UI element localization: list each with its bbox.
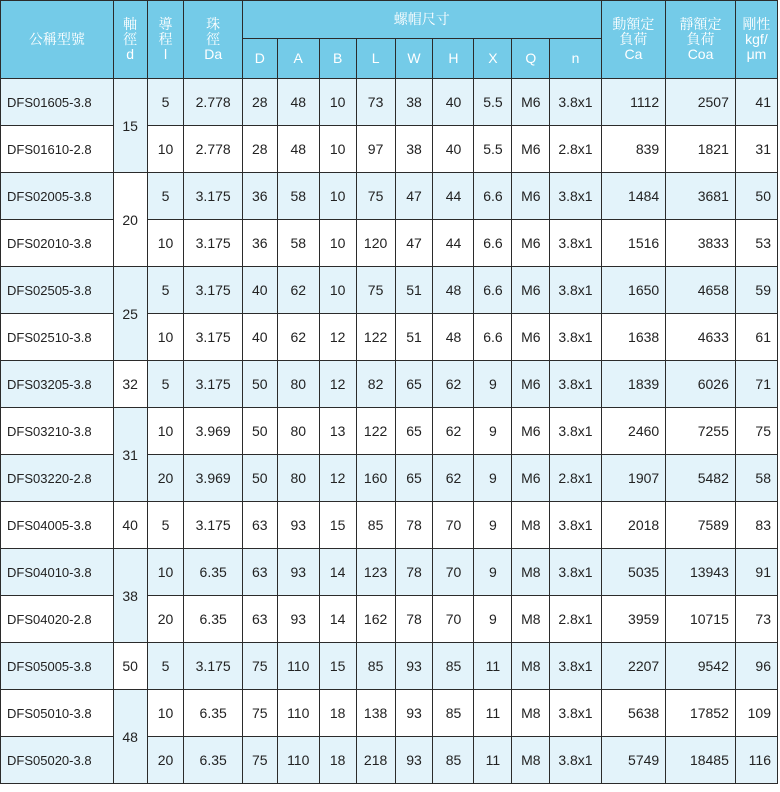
cell-h: 70 [433, 502, 474, 549]
cell-ball: 2.778 [184, 126, 242, 173]
cell-shaft-diameter: 50 [113, 643, 147, 690]
cell-b: 10 [319, 126, 356, 173]
cell-model: DFS03210-3.8 [1, 408, 114, 455]
cell-lead: 5 [147, 267, 184, 314]
cell-d: 50 [242, 408, 277, 455]
cell-lead: 5 [147, 361, 184, 408]
table-row [1, 267, 778, 314]
header-ball-diameter: 珠 徑 Da [184, 1, 242, 79]
cell-stiff: 41 [735, 79, 777, 126]
cell-x: 5.5 [474, 79, 512, 126]
cell-stiff: 61 [735, 314, 777, 361]
cell-stiff: 91 [735, 549, 777, 596]
cell-ca: 3959 [601, 596, 666, 643]
cell-model: DFS04020-2.8 [1, 596, 114, 643]
cell-coa: 3681 [666, 173, 736, 220]
cell-l: 120 [356, 220, 395, 267]
cell-ca: 2207 [601, 643, 666, 690]
cell-h: 85 [433, 643, 474, 690]
cell-q: M6 [512, 455, 550, 502]
cell-w: 51 [395, 267, 433, 314]
cell-coa: 9542 [666, 643, 736, 690]
cell-l: 85 [356, 643, 395, 690]
cell-a: 93 [277, 549, 319, 596]
cell-shaft-diameter: 31 [113, 408, 147, 502]
cell-ca: 839 [601, 126, 666, 173]
cell-b: 15 [319, 502, 356, 549]
cell-n: 3.8x1 [550, 549, 601, 596]
cell-lead: 10 [147, 126, 184, 173]
cell-a: 93 [277, 502, 319, 549]
cell-stiff: 50 [735, 173, 777, 220]
cell-x: 9 [474, 455, 512, 502]
table-row [1, 408, 778, 455]
cell-coa: 4633 [666, 314, 736, 361]
cell-coa: 13943 [666, 549, 736, 596]
cell-n: 3.8x1 [550, 643, 601, 690]
cell-coa: 2507 [666, 79, 736, 126]
cell-ca: 5638 [601, 690, 666, 737]
cell-l: 122 [356, 314, 395, 361]
cell-q: M6 [512, 408, 550, 455]
cell-ball: 6.35 [184, 690, 242, 737]
cell-shaft-diameter: 40 [113, 502, 147, 549]
cell-ca: 2018 [601, 502, 666, 549]
cell-d: 40 [242, 267, 277, 314]
cell-a: 80 [277, 455, 319, 502]
cell-b: 12 [319, 455, 356, 502]
cell-lead: 20 [147, 737, 184, 784]
table-row [1, 690, 778, 737]
cell-ca: 1516 [601, 220, 666, 267]
cell-ca: 1650 [601, 267, 666, 314]
header-col-D: D [242, 39, 277, 79]
cell-d: 63 [242, 549, 277, 596]
cell-l: 82 [356, 361, 395, 408]
cell-d: 63 [242, 596, 277, 643]
cell-d: 28 [242, 79, 277, 126]
cell-stiff: 96 [735, 643, 777, 690]
cell-shaft-diameter: 25 [113, 267, 147, 361]
cell-n: 3.8x1 [550, 737, 601, 784]
header-shaft-diameter: 軸 徑 d [113, 1, 147, 79]
cell-x: 6.6 [474, 220, 512, 267]
cell-lead: 10 [147, 549, 184, 596]
cell-a: 110 [277, 690, 319, 737]
header-col-L: L [356, 39, 395, 79]
cell-w: 78 [395, 549, 433, 596]
cell-h: 62 [433, 455, 474, 502]
cell-h: 40 [433, 79, 474, 126]
cell-d: 75 [242, 690, 277, 737]
cell-coa: 1821 [666, 126, 736, 173]
cell-model: DFS04005-3.8 [1, 502, 114, 549]
cell-coa: 18485 [666, 737, 736, 784]
cell-q: M8 [512, 643, 550, 690]
cell-n: 2.8x1 [550, 455, 601, 502]
cell-a: 62 [277, 314, 319, 361]
cell-shaft-diameter: 15 [113, 79, 147, 173]
cell-coa: 6026 [666, 361, 736, 408]
cell-model: DFS02510-3.8 [1, 314, 114, 361]
table-row [1, 79, 778, 126]
cell-ca: 1638 [601, 314, 666, 361]
cell-b: 10 [319, 267, 356, 314]
cell-model: DFS02005-3.8 [1, 173, 114, 220]
cell-coa: 7255 [666, 408, 736, 455]
cell-l: 75 [356, 267, 395, 314]
cell-l: 75 [356, 173, 395, 220]
cell-stiff: 75 [735, 408, 777, 455]
cell-w: 38 [395, 126, 433, 173]
cell-stiff: 109 [735, 690, 777, 737]
header-col-X: X [474, 39, 512, 79]
cell-stiff: 116 [735, 737, 777, 784]
cell-n: 3.8x1 [550, 408, 601, 455]
cell-x: 9 [474, 361, 512, 408]
cell-w: 65 [395, 455, 433, 502]
cell-model: DFS01610-2.8 [1, 126, 114, 173]
cell-n: 3.8x1 [550, 79, 601, 126]
cell-w: 78 [395, 596, 433, 643]
cell-b: 18 [319, 737, 356, 784]
cell-q: M6 [512, 173, 550, 220]
cell-coa: 7589 [666, 502, 736, 549]
cell-n: 3.8x1 [550, 314, 601, 361]
cell-a: 58 [277, 173, 319, 220]
cell-q: M8 [512, 549, 550, 596]
cell-model: DFS03205-3.8 [1, 361, 114, 408]
header-col-H: H [433, 39, 474, 79]
cell-ca: 1907 [601, 455, 666, 502]
cell-x: 6.6 [474, 314, 512, 361]
table-row [1, 361, 778, 408]
cell-ball: 6.35 [184, 549, 242, 596]
cell-w: 65 [395, 361, 433, 408]
cell-ca: 1112 [601, 79, 666, 126]
cell-n: 3.8x1 [550, 361, 601, 408]
cell-stiff: 71 [735, 361, 777, 408]
cell-w: 65 [395, 408, 433, 455]
cell-h: 44 [433, 220, 474, 267]
cell-w: 38 [395, 79, 433, 126]
table-row [1, 173, 778, 220]
cell-shaft-diameter: 20 [113, 173, 147, 267]
cell-h: 70 [433, 549, 474, 596]
cell-n: 3.8x1 [550, 502, 601, 549]
cell-ball: 3.175 [184, 220, 242, 267]
cell-coa: 4658 [666, 267, 736, 314]
cell-shaft-diameter: 38 [113, 549, 147, 643]
cell-l: 123 [356, 549, 395, 596]
cell-l: 97 [356, 126, 395, 173]
cell-a: 48 [277, 79, 319, 126]
cell-l: 218 [356, 737, 395, 784]
header-col-B: B [319, 39, 356, 79]
cell-l: 85 [356, 502, 395, 549]
cell-q: M6 [512, 361, 550, 408]
cell-d: 50 [242, 455, 277, 502]
cell-l: 122 [356, 408, 395, 455]
cell-q: M8 [512, 690, 550, 737]
cell-x: 11 [474, 737, 512, 784]
cell-d: 36 [242, 173, 277, 220]
header-col-Q: Q [512, 39, 550, 79]
cell-x: 5.5 [474, 126, 512, 173]
cell-x: 6.6 [474, 173, 512, 220]
cell-q: M8 [512, 502, 550, 549]
cell-x: 11 [474, 690, 512, 737]
header-model: 公稱型號 [1, 1, 114, 79]
cell-w: 93 [395, 737, 433, 784]
cell-stiff: 53 [735, 220, 777, 267]
cell-w: 93 [395, 690, 433, 737]
cell-a: 110 [277, 643, 319, 690]
cell-ca: 5749 [601, 737, 666, 784]
cell-lead: 20 [147, 455, 184, 502]
cell-coa: 5482 [666, 455, 736, 502]
cell-stiff: 31 [735, 126, 777, 173]
cell-model: DFS05020-3.8 [1, 737, 114, 784]
cell-h: 62 [433, 408, 474, 455]
table-row [1, 549, 778, 596]
cell-lead: 5 [147, 79, 184, 126]
cell-ball: 3.175 [184, 643, 242, 690]
header-stiffness: 剛性 kgf/ μm [735, 1, 777, 79]
cell-stiff: 83 [735, 502, 777, 549]
cell-b: 14 [319, 596, 356, 643]
cell-lead: 5 [147, 173, 184, 220]
cell-a: 80 [277, 408, 319, 455]
cell-lead: 10 [147, 314, 184, 361]
cell-ca: 1484 [601, 173, 666, 220]
cell-l: 73 [356, 79, 395, 126]
cell-b: 15 [319, 643, 356, 690]
cell-ca: 2460 [601, 408, 666, 455]
cell-d: 63 [242, 502, 277, 549]
cell-b: 18 [319, 690, 356, 737]
header-col-n: n [550, 39, 601, 79]
cell-b: 13 [319, 408, 356, 455]
cell-a: 80 [277, 361, 319, 408]
cell-b: 14 [319, 549, 356, 596]
cell-lead: 5 [147, 643, 184, 690]
cell-x: 9 [474, 502, 512, 549]
cell-w: 47 [395, 220, 433, 267]
cell-ball: 3.175 [184, 502, 242, 549]
cell-stiff: 59 [735, 267, 777, 314]
cell-ball: 2.778 [184, 79, 242, 126]
cell-lead: 10 [147, 690, 184, 737]
cell-w: 47 [395, 173, 433, 220]
cell-l: 160 [356, 455, 395, 502]
cell-w: 93 [395, 643, 433, 690]
table-header [1, 1, 778, 79]
cell-ball: 3.175 [184, 361, 242, 408]
cell-model: DFS05010-3.8 [1, 690, 114, 737]
cell-d: 28 [242, 126, 277, 173]
cell-ball: 3.175 [184, 267, 242, 314]
cell-q: M6 [512, 314, 550, 361]
cell-b: 10 [319, 79, 356, 126]
cell-model: DFS03220-2.8 [1, 455, 114, 502]
cell-ball: 3.969 [184, 455, 242, 502]
cell-lead: 20 [147, 596, 184, 643]
cell-h: 48 [433, 267, 474, 314]
table-body [1, 79, 778, 784]
header-lead: 導 程 l [147, 1, 184, 79]
cell-w: 78 [395, 502, 433, 549]
table-row [1, 502, 778, 549]
cell-shaft-diameter: 48 [113, 690, 147, 784]
cell-q: M6 [512, 79, 550, 126]
cell-ball: 3.175 [184, 314, 242, 361]
cell-h: 48 [433, 314, 474, 361]
cell-q: M6 [512, 220, 550, 267]
cell-b: 10 [319, 220, 356, 267]
cell-coa: 10715 [666, 596, 736, 643]
header-dynamic-load: 動額定 負荷 Ca [601, 1, 666, 79]
cell-b: 12 [319, 314, 356, 361]
cell-n: 2.8x1 [550, 126, 601, 173]
cell-x: 11 [474, 643, 512, 690]
cell-ball: 6.35 [184, 596, 242, 643]
header-static-load: 靜額定 負荷 Coa [666, 1, 736, 79]
cell-n: 3.8x1 [550, 267, 601, 314]
cell-d: 50 [242, 361, 277, 408]
cell-x: 9 [474, 408, 512, 455]
cell-ball: 6.35 [184, 737, 242, 784]
cell-lead: 10 [147, 408, 184, 455]
cell-h: 85 [433, 690, 474, 737]
cell-x: 9 [474, 549, 512, 596]
cell-model: DFS04010-3.8 [1, 549, 114, 596]
cell-a: 93 [277, 596, 319, 643]
cell-d: 75 [242, 643, 277, 690]
cell-model: DFS02010-3.8 [1, 220, 114, 267]
table-row [1, 643, 778, 690]
cell-l: 138 [356, 690, 395, 737]
header-nut-dimensions: 螺帽尺寸 [242, 1, 601, 39]
header-col-W: W [395, 39, 433, 79]
cell-b: 10 [319, 173, 356, 220]
cell-q: M6 [512, 267, 550, 314]
cell-ca: 1839 [601, 361, 666, 408]
cell-ca: 5035 [601, 549, 666, 596]
cell-n: 3.8x1 [550, 690, 601, 737]
cell-model: DFS02505-3.8 [1, 267, 114, 314]
cell-n: 2.8x1 [550, 596, 601, 643]
header-col-A: A [277, 39, 319, 79]
cell-q: M8 [512, 596, 550, 643]
cell-stiff: 73 [735, 596, 777, 643]
cell-n: 3.8x1 [550, 220, 601, 267]
cell-stiff: 58 [735, 455, 777, 502]
cell-x: 9 [474, 596, 512, 643]
cell-d: 36 [242, 220, 277, 267]
cell-lead: 10 [147, 220, 184, 267]
cell-b: 12 [319, 361, 356, 408]
cell-ball: 3.969 [184, 408, 242, 455]
cell-h: 62 [433, 361, 474, 408]
cell-coa: 3833 [666, 220, 736, 267]
cell-a: 62 [277, 267, 319, 314]
cell-ball: 3.175 [184, 173, 242, 220]
cell-a: 58 [277, 220, 319, 267]
cell-w: 51 [395, 314, 433, 361]
cell-h: 70 [433, 596, 474, 643]
cell-shaft-diameter: 32 [113, 361, 147, 408]
cell-n: 3.8x1 [550, 173, 601, 220]
cell-h: 40 [433, 126, 474, 173]
cell-model: DFS01605-3.8 [1, 79, 114, 126]
cell-x: 6.6 [474, 267, 512, 314]
cell-d: 75 [242, 737, 277, 784]
cell-h: 44 [433, 173, 474, 220]
cell-lead: 5 [147, 502, 184, 549]
cell-model: DFS05005-3.8 [1, 643, 114, 690]
cell-d: 40 [242, 314, 277, 361]
cell-h: 85 [433, 737, 474, 784]
cell-l: 162 [356, 596, 395, 643]
cell-a: 48 [277, 126, 319, 173]
cell-a: 110 [277, 737, 319, 784]
cell-coa: 17852 [666, 690, 736, 737]
cell-q: M6 [512, 126, 550, 173]
cell-q: M8 [512, 737, 550, 784]
